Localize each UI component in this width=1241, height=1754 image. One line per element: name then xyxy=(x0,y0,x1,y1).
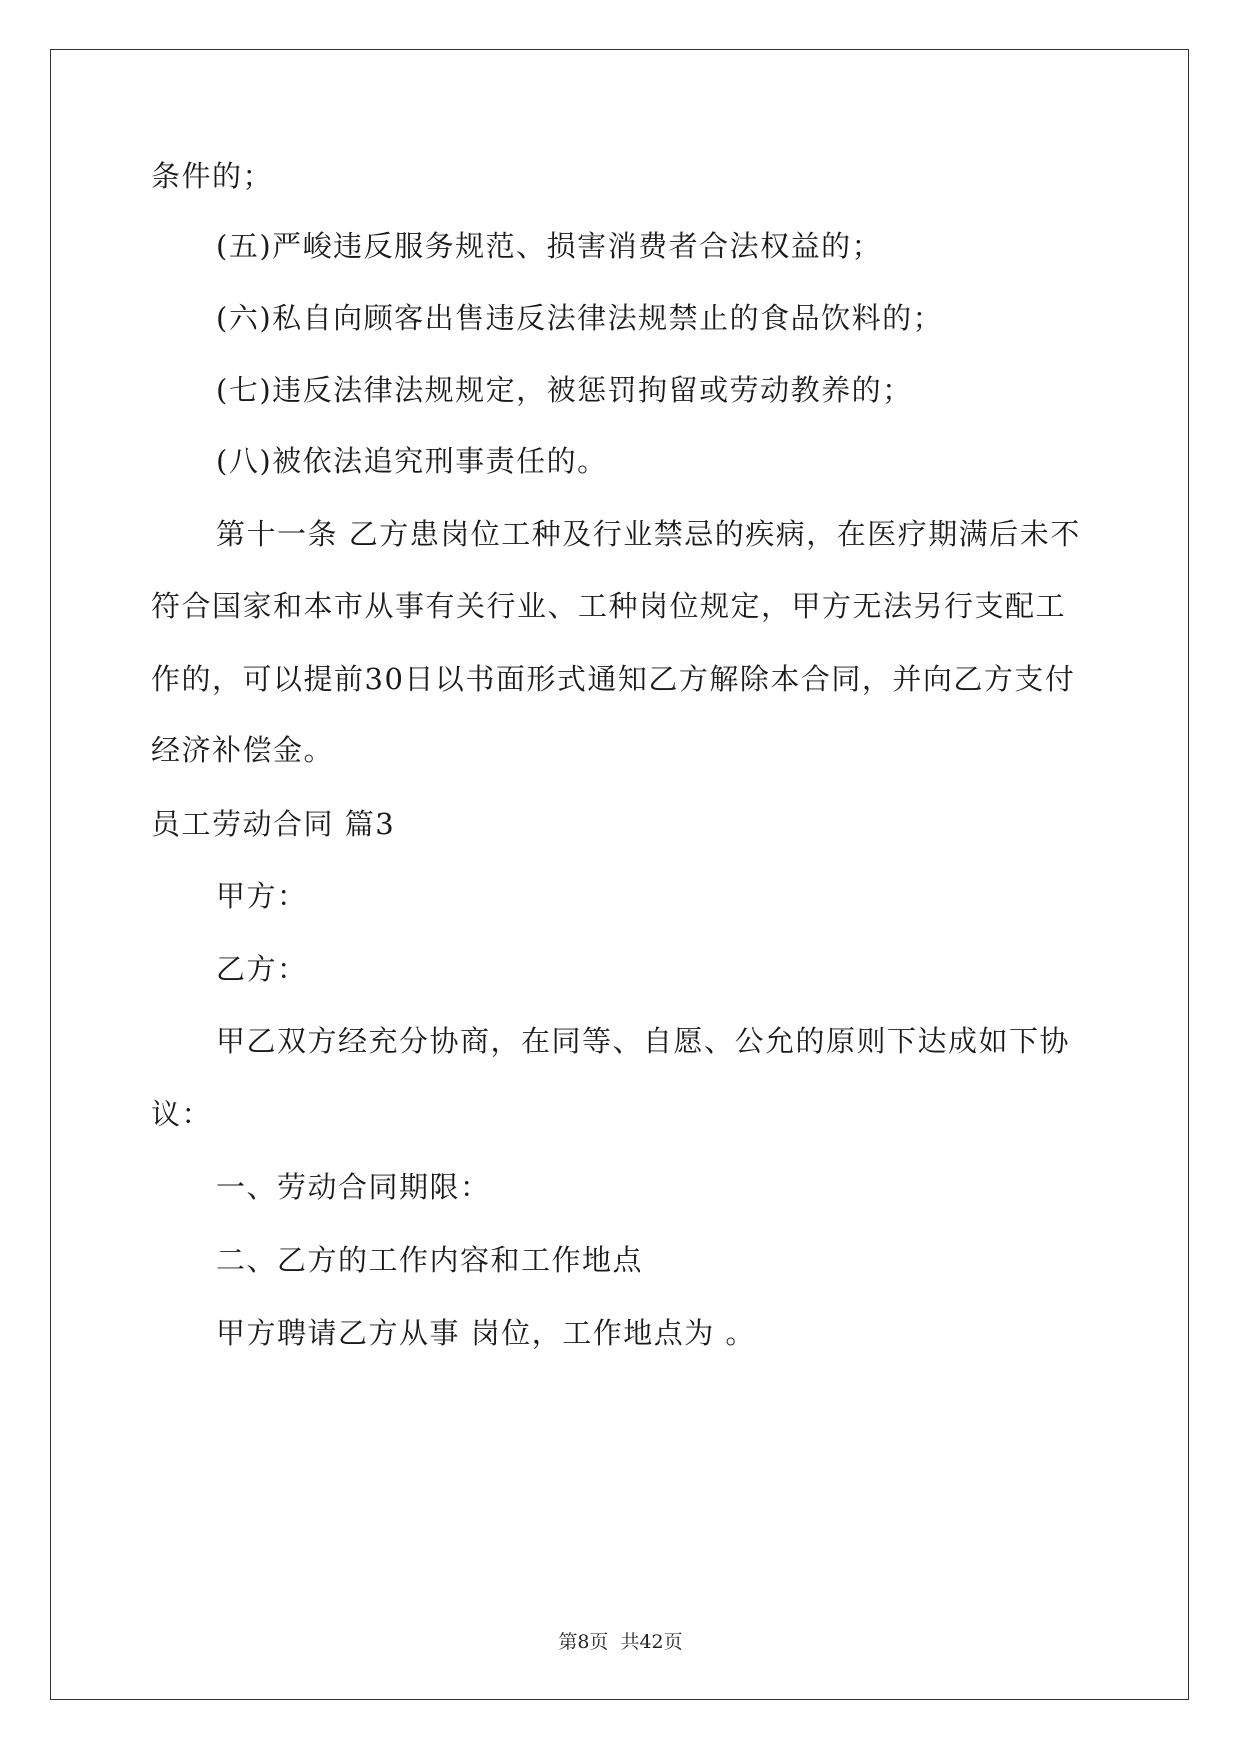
clause-item-5: (五)严峻违反服务规范、损害消费者合法权益的； xyxy=(216,229,883,263)
article-11-line-2: 符合国家和本市从事有关行业、工种岗位规定，甲方无法另行支配工 xyxy=(151,589,1067,623)
clause-item-7: (七)违反法律法规规定，被惩罚拘留或劳动教养的； xyxy=(216,373,913,407)
paragraph-line: 条件的； xyxy=(151,159,274,193)
page-footer xyxy=(0,1630,1241,1654)
current-page-label: 第8页 xyxy=(558,1631,609,1653)
work-content-heading: 二、乙方的工作内容和工作地点 xyxy=(216,1243,644,1277)
agreement-intro-line-1: 甲乙双方经充分协商，在同等、自愿、公允的原则下达成如下协 xyxy=(216,1024,1071,1058)
clause-item-6: (六)私自向顾客出售违反法律法规禁止的食品饮料的； xyxy=(216,301,944,335)
party-a-label: 甲方： xyxy=(216,879,308,913)
article-11-line-1: 第十一条 乙方患岗位工种及行业禁忌的疾病，在医疗期满后未不 xyxy=(216,517,1081,551)
section-heading: 员工劳动合同 篇3 xyxy=(151,807,396,841)
party-b-label: 乙方： xyxy=(216,952,308,986)
article-11-line-4: 经济补偿金。 xyxy=(151,733,335,767)
page-border xyxy=(50,49,1189,1700)
article-11-line-3: 作的，可以提前30日以书面形式通知乙方解除本合同，并向乙方支付 xyxy=(151,662,1076,696)
work-position-line: 甲方聘请乙方从事 岗位，工作地点为 。 xyxy=(216,1316,756,1350)
clause-item-8: (八)被依法追究刑事责任的。 xyxy=(216,444,608,478)
agreement-intro-line-2: 议： xyxy=(151,1097,213,1131)
total-pages-label: 共42页 xyxy=(620,1631,683,1653)
contract-term-heading: 一、劳动合同期限： xyxy=(216,1170,491,1204)
